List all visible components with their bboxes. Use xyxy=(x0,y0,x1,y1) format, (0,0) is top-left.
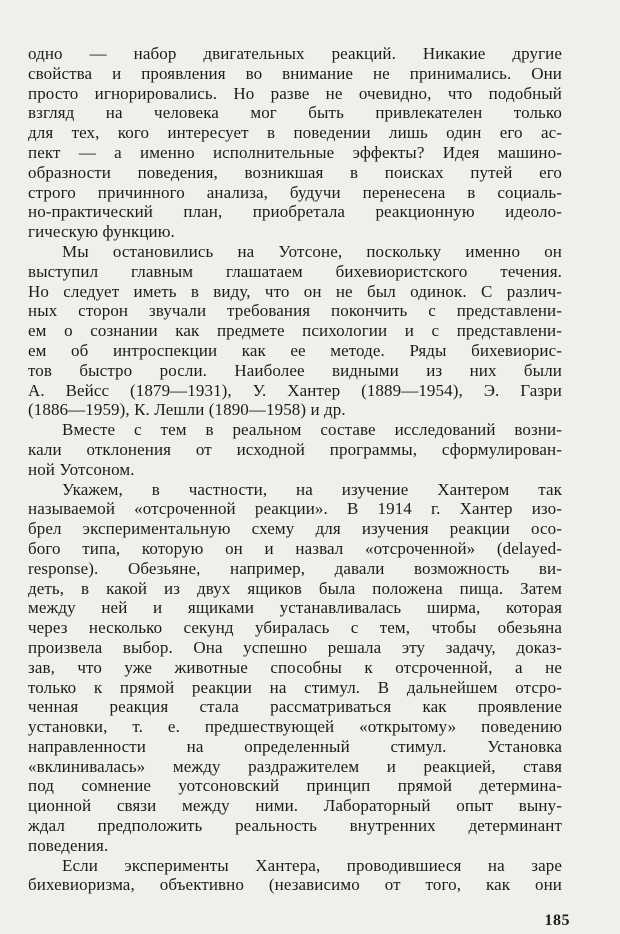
text-line: Мы остановились на Уотсоне, поскольку именно он xyxy=(62,241,562,261)
text-line: произвела выбор. Она успешно решала эту задачу, доказ- xyxy=(28,637,562,657)
text-line: свойства и проявления во внимание не принимались. Они xyxy=(28,63,562,83)
text-line: взгляд на человека мог быть привлекателен только xyxy=(28,103,562,123)
text-line: для тех, кого интересует в поведении лишь один его ас- xyxy=(28,123,562,143)
text-line: ченная реакция стала рассматриваться как проявление xyxy=(28,697,562,717)
text-line: гическую функцию. xyxy=(28,222,175,242)
text-line: тов быстро росли. Наиболее видными из них были xyxy=(28,360,562,380)
text-line: называемой «отсроченной реакции». В 1914 г. Хантер изо- xyxy=(28,499,562,519)
text-line: направленности на определенный стимул. Установка xyxy=(28,736,562,756)
text-line: ем о сознании как предмете психологии и с представлени- xyxy=(28,321,562,341)
text-line: одно — набор двигательных реакций. Никакие другие xyxy=(28,44,562,63)
text-line: А. Вейсс (1879—1931), У. Хантер (1889—1954), Э. Газри xyxy=(28,380,562,400)
text-line: ционной связи между ними. Лабораторный опыт выну- xyxy=(28,796,562,816)
text-line: зав, что уже животные способны к отсроченной, а не xyxy=(28,657,562,677)
text-line: пект — а именно исполнительные эффекты? Идея машино- xyxy=(28,142,562,162)
text-line: бого типа, которую он и назвал «отсроченной» (delayed- xyxy=(28,538,562,558)
text-line: брел экспериментальную схему для изучения реакции осо- xyxy=(28,519,562,539)
text-line: ных сторон звучали требования покончить с представлени- xyxy=(28,301,562,321)
text-line: Вместе с тем в реальном составе исследований возни- xyxy=(62,420,562,440)
text-line: просто игнорировались. Но разве не очевидно, что подобный xyxy=(28,83,562,103)
text-line: деть, в какой из двух ящиков была положена пища. Затем xyxy=(28,578,562,598)
text-line: «вклинивалась» между раздражителем и реакцией, ставя xyxy=(28,756,562,776)
text-line: строго причинного анализа, будучи перенесена в социаль- xyxy=(28,182,562,202)
text-line: бихевиоризма, объективно (независимо от того, как они xyxy=(28,875,562,895)
text-line: response). Обезьяне, например, давали возможность ви- xyxy=(28,558,562,578)
text-line: кали отклонения от исходной программы, сформулирован- xyxy=(28,439,562,459)
text-line: (1886—1959), К. Лешли (1890—1958) и др. xyxy=(28,400,346,420)
text-line: поведения. xyxy=(28,835,109,855)
text-line: Но следует иметь в виду, что он не был одинок. С различ- xyxy=(28,281,562,301)
text-line: образности поведения, возникшая в поисках путей его xyxy=(28,162,562,182)
text-line: между ней и ящиками устанавливалась ширма, которая xyxy=(28,598,562,618)
text-line: выступил главным глашатаем бихевиористского течения. xyxy=(28,261,562,281)
body-text xyxy=(28,44,562,895)
text-line: через несколько секунд убиралась с тем, чтобы обезьяна xyxy=(28,618,562,638)
page-number: 185 xyxy=(544,912,570,929)
text-line: Укажем, в частности, на изучение Хантером так xyxy=(62,479,562,499)
text-line: Если эксперименты Хантера, проводившиеся на заре xyxy=(62,855,562,875)
text-line: установки, т. е. предшествующей «открытому» поведению xyxy=(28,717,562,737)
text-line: ем об интроспекции как ее методе. Ряды бихевиорис- xyxy=(28,340,562,360)
text-line: ждал предположить реальность внутренних детерминант xyxy=(28,816,562,836)
text-line: но-практический план, приобретала реакционную идеоло- xyxy=(28,202,562,222)
text-line: только к прямой реакции на стимул. В дальнейшем отсро- xyxy=(28,677,562,697)
text-line: ной Уотсоном. xyxy=(28,459,135,479)
text-line: под сомнение уотсоновский принцип прямой детермина- xyxy=(28,776,562,796)
